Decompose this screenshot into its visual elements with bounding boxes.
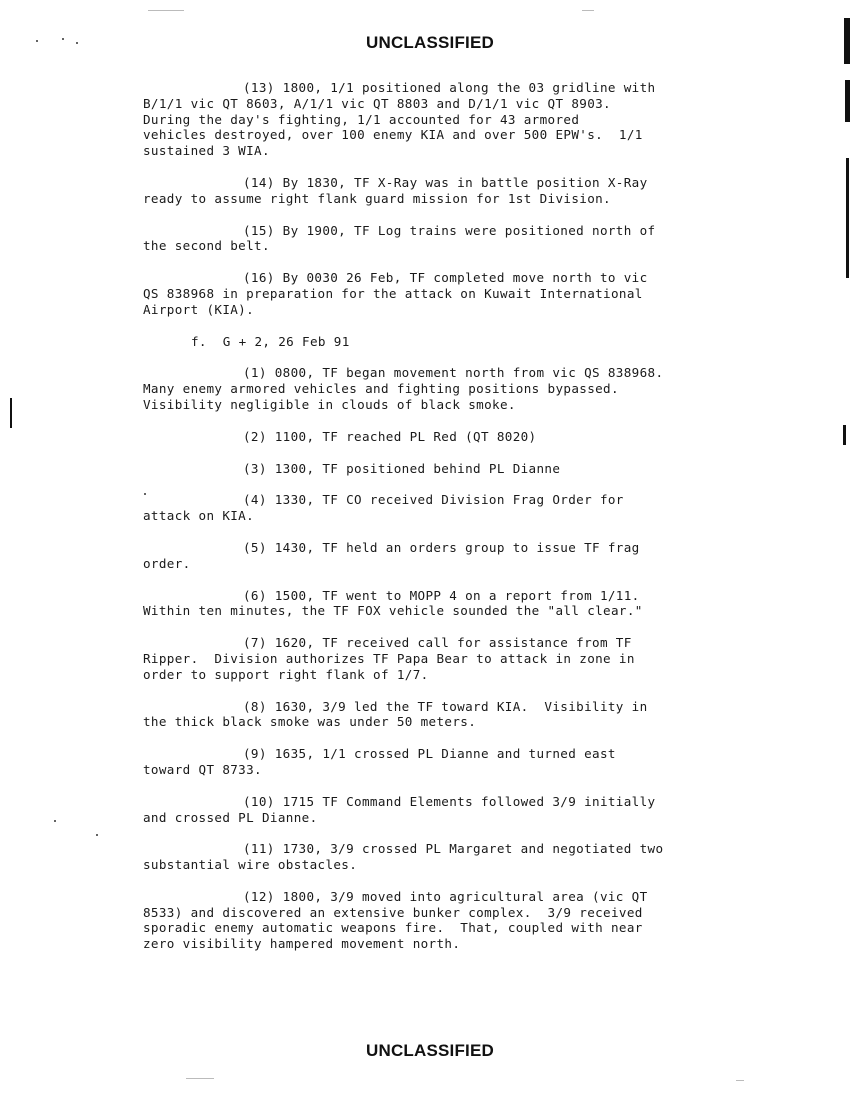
body-paragraph: [143, 80, 773, 159]
paragraph-line: 8533) and discovered an extensive bunker complex. 3/9 received: [143, 904, 643, 920]
scan-speck: [36, 40, 38, 42]
paragraph-line: Within ten minutes, the TF FOX vehicle sounded the "all clear.": [143, 603, 643, 619]
body-paragraph: [143, 175, 773, 207]
body-paragraph: [143, 270, 773, 317]
body-paragraph: [143, 588, 773, 620]
paragraph-line: sustained 3 WIA.: [143, 143, 270, 159]
paragraph-line: attack on KIA.: [143, 508, 255, 524]
paragraph-line: (15) By 1900, TF Log trains were positioned north of: [243, 222, 656, 238]
footer-classification-marking: UNCLASSIFIED: [365, 1041, 495, 1060]
scan-edge-mark: [845, 80, 850, 122]
body-paragraph: [143, 492, 773, 524]
paragraph-line: QS 838968 in preparation for the attack on Kuwait International: [143, 285, 643, 301]
body-paragraph: [143, 889, 773, 952]
paragraph-line: (11) 1730, 3/9 crossed PL Margaret and negotiated two: [243, 841, 664, 857]
paragraph-line: (16) By 0030 26 Feb, TF completed move north to vic: [243, 270, 648, 286]
paragraph-line: substantial wire obstacles.: [143, 857, 358, 873]
paragraph-line: (9) 1635, 1/1 crossed PL Dianne and turned east: [243, 746, 616, 762]
paragraph-line: ready to assume right flank guard mission for 1st Division.: [143, 190, 611, 206]
paragraph-line: Visibility negligible in clouds of black smoke.: [143, 396, 516, 412]
scan-edge-mark: [843, 425, 846, 445]
paragraph-line: (10) 1715 TF Command Elements followed 3/9 initially: [243, 793, 656, 809]
body-paragraph: [143, 540, 773, 572]
body-paragraph: [143, 699, 773, 731]
paragraph-line: During the day's fighting, 1/1 accounted for 43 armored: [143, 111, 580, 127]
scan-faint-line: [186, 1078, 214, 1079]
scan-speck: [62, 38, 64, 40]
paragraph-line: (1) 0800, TF began movement north from vic QS 838968.: [243, 365, 664, 381]
paragraph-line: Many enemy armored vehicles and fighting positions bypassed.: [143, 381, 619, 397]
paragraph-line: (13) 1800, 1/1 positioned along the 03 gridline with: [243, 80, 656, 95]
scan-faint-line: [148, 10, 184, 11]
paragraph-line: (12) 1800, 3/9 moved into agricultural area (vic QT: [243, 888, 648, 904]
paragraph-line: and crossed PL Dianne.: [143, 809, 318, 825]
paragraph-line: f. G + 2, 26 Feb 91: [191, 333, 350, 349]
body-paragraph: [143, 429, 773, 445]
header-classification-marking: UNCLASSIFIED: [365, 33, 495, 52]
scan-edge-mark: [846, 158, 849, 278]
paragraph-line: sporadic enemy automatic weapons fire. That, coupled with near: [143, 920, 643, 936]
paragraph-line: (5) 1430, TF held an orders group to issue TF frag: [243, 539, 640, 555]
body-paragraph: [143, 365, 773, 412]
paragraph-line: (6) 1500, TF went to MOPP 4 on a report from 1/11.: [243, 587, 640, 603]
document-body: [143, 80, 773, 968]
section-heading: [143, 334, 773, 350]
scan-speck: [54, 820, 56, 822]
paragraph-line: the second belt.: [143, 238, 270, 254]
paragraph-line: Airport (KIA).: [143, 301, 255, 317]
body-paragraph: [143, 635, 773, 682]
body-paragraph: [143, 223, 773, 255]
scan-speck: [76, 42, 78, 44]
paragraph-line: (14) By 1830, TF X-Ray was in battle position X-Ray: [243, 174, 648, 190]
paragraph-line: the thick black smoke was under 50 meters.: [143, 714, 477, 730]
scan-edge-mark: [10, 398, 12, 428]
paragraph-line: (7) 1620, TF received call for assistance from TF: [243, 635, 632, 651]
paragraph-line: (2) 1100, TF reached PL Red (QT 8020): [243, 428, 537, 444]
scan-faint-line: [582, 10, 594, 11]
body-paragraph: [143, 746, 773, 778]
paragraph-line: B/1/1 vic QT 8603, A/1/1 vic QT 8803 and D/1/1 vic QT 8903.: [143, 95, 611, 111]
paragraph-line: (4) 1330, TF CO received Division Frag Order for: [243, 492, 624, 508]
paragraph-line: toward QT 8733.: [143, 761, 262, 777]
paragraph-line: order.: [143, 555, 191, 571]
paragraph-line: (8) 1630, 3/9 led the TF toward KIA. Visibility in: [243, 698, 648, 714]
body-paragraph: [143, 461, 773, 477]
paragraph-line: zero visibility hampered movement north.: [143, 936, 461, 952]
paragraph-line: (3) 1300, TF positioned behind PL Dianne: [243, 460, 561, 476]
body-paragraph: [143, 794, 773, 826]
paragraph-line: order to support right flank of 1/7.: [143, 666, 429, 682]
paragraph-line: Ripper. Division authorizes TF Papa Bear to attack in zone in: [143, 650, 635, 666]
scan-faint-line: [736, 1080, 744, 1081]
body-paragraph: [143, 841, 773, 873]
scan-speck: [96, 834, 98, 836]
paragraph-line: vehicles destroyed, over 100 enemy KIA and over 500 EPW's. 1/1: [143, 127, 643, 143]
scan-edge-mark: [844, 18, 850, 64]
scan-speck: [144, 493, 146, 495]
